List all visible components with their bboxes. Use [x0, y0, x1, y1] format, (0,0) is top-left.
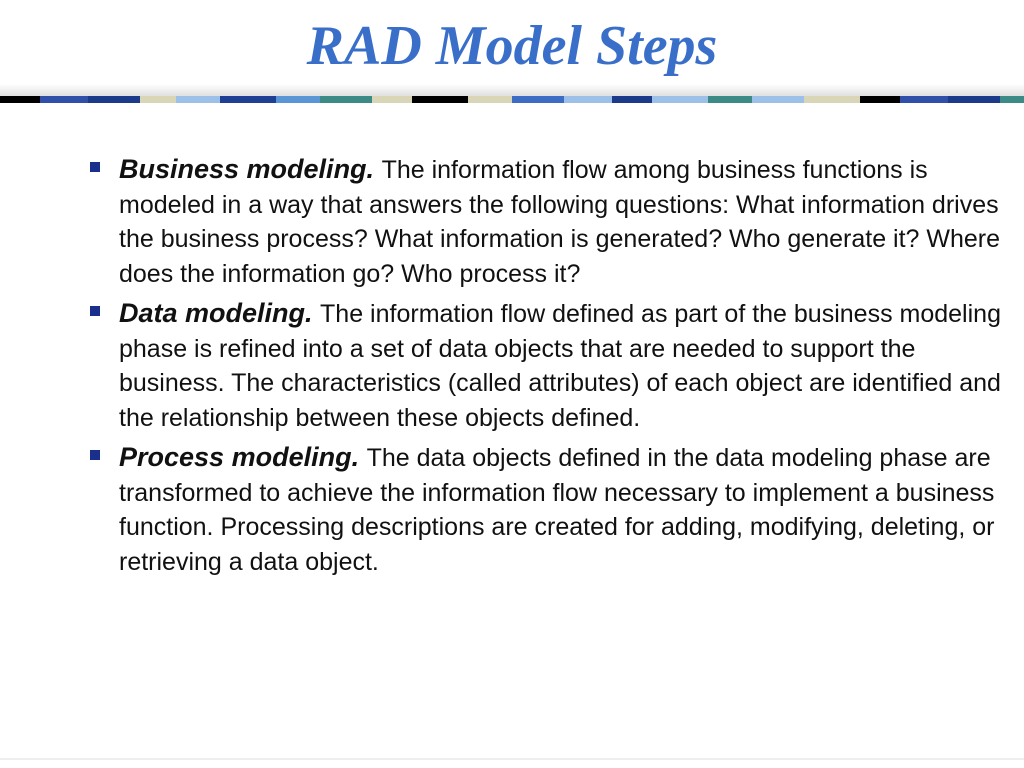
band-segment — [612, 96, 652, 103]
footer-divider — [0, 758, 1024, 760]
band-segment — [412, 96, 468, 103]
band-segment — [372, 96, 412, 103]
band-segment — [220, 96, 276, 103]
item-text: The data objects defined in the data modeling phase are transformed to achieve the information flow necessary to implement a business function. Processing descriptions are created for adding, modifying, deleting, or retrieving a data object. — [119, 444, 995, 576]
band-segment — [708, 96, 752, 103]
bullet-list — [88, 152, 1016, 584]
header-band-shadow — [0, 84, 1024, 96]
band-segment — [176, 96, 220, 103]
list-item-business-modeling — [88, 152, 1016, 291]
item-term: Process modeling. — [119, 442, 367, 472]
band-segment — [652, 96, 708, 103]
band-segment — [564, 96, 612, 103]
band-segment — [140, 96, 176, 103]
band-segment — [512, 96, 564, 103]
header-decorative-band — [0, 96, 1024, 103]
band-segment — [0, 96, 40, 103]
slide-title: RAD Model Steps — [306, 15, 718, 77]
band-segment — [752, 96, 804, 103]
item-term: Business modeling. — [119, 154, 382, 184]
band-segment — [804, 96, 860, 103]
square-bullet-icon — [90, 162, 100, 172]
band-segment — [1000, 96, 1024, 103]
item-term: Data modeling. — [119, 298, 321, 328]
band-segment — [320, 96, 372, 103]
band-segment — [900, 96, 948, 103]
list-item-process-modeling — [88, 440, 1016, 579]
item-text: The information flow among business functions is modeled in a way that answers the following questions: What information drives the business process? What information is generated? Who generate it? Where does the information go? Who process it? — [119, 156, 1001, 288]
square-bullet-icon — [90, 306, 100, 316]
band-segment — [88, 96, 140, 103]
band-segment — [276, 96, 320, 103]
band-segment — [948, 96, 1000, 103]
band-segment — [860, 96, 900, 103]
band-segment — [468, 96, 512, 103]
band-segment — [40, 96, 88, 103]
square-bullet-icon — [90, 450, 100, 460]
list-item-data-modeling — [88, 296, 1016, 435]
item-text: The information flow defined as part of the business modeling phase is refined into a set of data objects that are needed to support the business. The characteristics (called attributes) of each object are identified and the relationship between these objects defined. — [119, 300, 1001, 432]
